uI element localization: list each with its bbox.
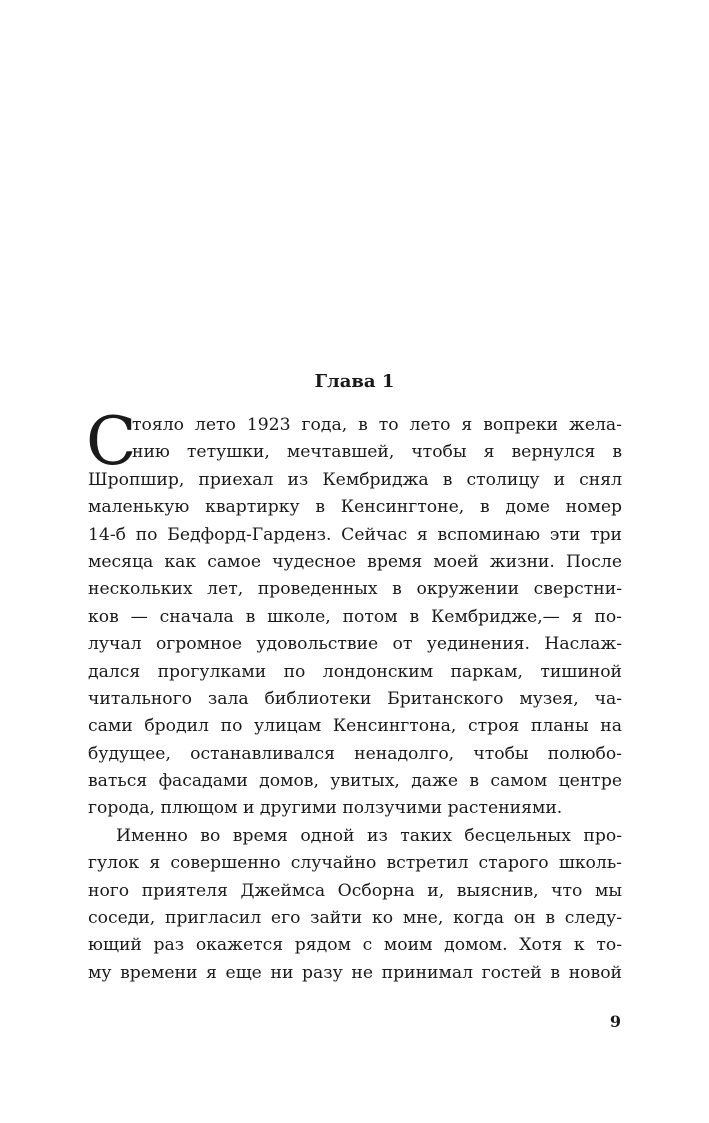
text-line: ного приятеля Джеймса Осборна и, выяснив, что мы (88, 880, 622, 901)
text-line: 14-б по Бедфорд-Гарденз. Сейчас я вспоминаю эти три (88, 524, 622, 545)
text-line: месяца как самое чудесное время моей жизни. После (88, 551, 622, 572)
text-line: соседи, пригласил его зайти ко мне, когда он в следу- (88, 908, 622, 929)
body-text (86, 403, 622, 987)
text-line: лучал огромное удовольствие от уединения. Наслаж- (88, 634, 622, 655)
text-line: тояло лето 1923 года, в то лето я вопреки жела- (132, 415, 622, 435)
text-line: города, плющом и другими ползучими растениями. (88, 798, 563, 819)
drop-cap: С (86, 403, 137, 480)
text-line: сами бродил по улицам Кенсингтона, строя планы на (88, 716, 622, 737)
page-number: 9 (609, 1012, 621, 1031)
text-line: му времени я еще ни разу не принимал гостей в новой (88, 962, 622, 983)
text-line: Шропшир, приехал из Кембриджа в столицу и снял (88, 469, 622, 490)
text-line: гулок я совершенно случайно встретил старого школь- (88, 853, 622, 874)
text-line: ющий раз окажется рядом с моим домом. Хотя к то- (88, 935, 622, 956)
chapter-title: Глава 1 (314, 371, 395, 392)
text-line: читального зала библиотеки Британского музея, ча- (88, 688, 622, 709)
text-line: нескольких лет, проведенных в окружении сверстни- (88, 579, 622, 600)
text-line: дался прогулками по лондонским паркам, тишиной (88, 661, 622, 682)
text-line: нию тетушки, мечтавшей, чтобы я вернулся в (132, 442, 622, 463)
text-line: ков — сначала в школе, потом в Кембридже,— я по- (88, 606, 622, 627)
text-line: маленькую квартирку в Кенсингтоне, в доме номер (88, 497, 622, 518)
text-line: Именно во время одной из таких бесцельных про- (116, 825, 622, 846)
text-line: ваться фасадами домов, увитых, даже в самом центре (88, 771, 622, 792)
text-line: будущее, останавливался ненадолго, чтобы полюбо- (88, 743, 622, 764)
